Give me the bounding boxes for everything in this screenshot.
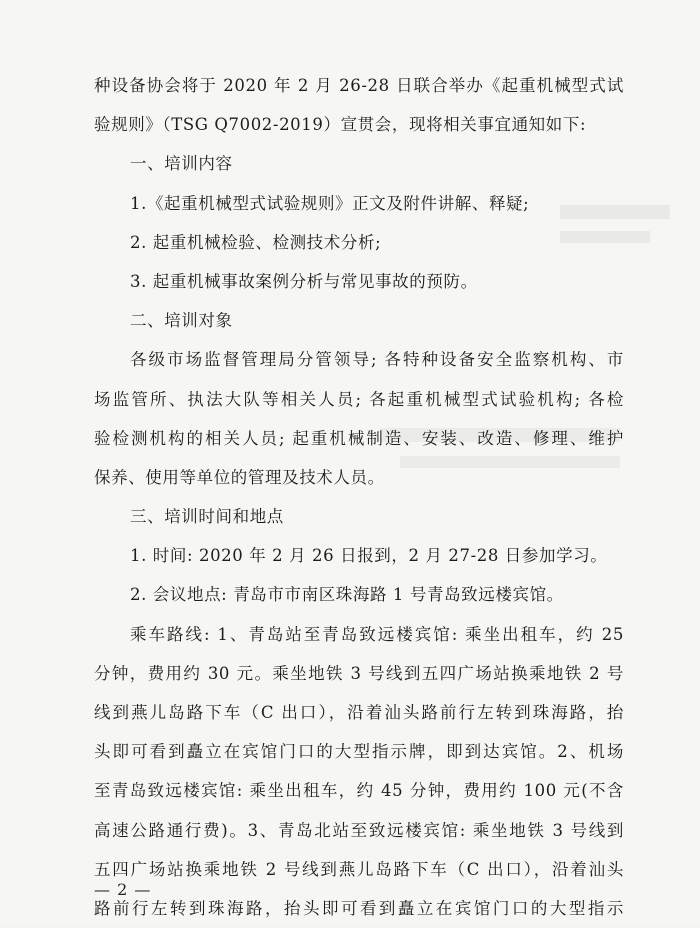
paragraph-line: 线到燕儿岛路下车（C 出口），沿着汕头路前行左转到珠海路，抬: [94, 703, 624, 722]
paragraph-line: 验规则》（TSG Q7002-2019）宣贯会，现将相关事宜通知如下:: [94, 115, 587, 135]
paragraph-line: 保养、使用等单位的管理及技术人员。: [94, 467, 385, 487]
paragraph-line: 场监管所、执法大队等相关人员; 各起重机械型式试验机构; 各检: [94, 389, 624, 409]
paragraph-line: 头即可看到矗立在宾馆门口的大型指示牌，即到达宾馆。2、机场: [94, 742, 624, 762]
paragraph-line: 种设备协会将于 2020 年 2 月 26-28 日联合举办《起重机械型式试: [94, 76, 624, 95]
section-heading: 三、培训时间和地点: [130, 507, 284, 527]
paragraph-line: 高速公路通行费)。3、青岛北站至致远楼宾馆: 乘坐地铁 3 号线到: [94, 820, 624, 840]
page-number: — 2 —: [94, 880, 152, 899]
list-item: 2. 会议地点: 青岛市市南区珠海路 1 号青岛致远楼宾馆。: [130, 585, 564, 605]
paragraph-line: 乘车路线: 1、青岛站至青岛致远楼宾馆: 乘坐出租车，约 25: [130, 624, 624, 644]
paragraph-line: 分钟，费用约 30 元。乘坐地铁 3 号线到五四广场站换乘地铁 2 号: [94, 663, 624, 683]
body-text: [94, 66, 624, 928]
list-item: 2. 起重机械检验、检测技术分析;: [130, 232, 382, 252]
paragraph-line: 至青岛致远楼宾馆: 乘坐出租车，约 45 分钟，费用约 100 元(不含: [94, 781, 624, 801]
paragraph-line: 路前行左转到珠海路，抬头即可看到矗立在宾馆门口的大型指示: [94, 898, 624, 918]
section-heading: 二、培训对象: [130, 311, 233, 331]
list-item: 1.《起重机械型式试验规则》正文及附件讲解、释疑;: [130, 193, 530, 213]
paragraph-line: 验检测机构的相关人员; 起重机械制造、安装、改造、修理、维护: [94, 428, 624, 448]
list-item: 3. 起重机械事故案例分析与常见事故的预防。: [130, 271, 478, 291]
paragraph-line: 五四广场站换乘地铁 2 号线到燕儿岛路下车（C 出口），沿着汕头: [94, 859, 624, 879]
section-heading: 一、培训内容: [130, 154, 233, 174]
paragraph-line: 各级市场监督管理局分管领导; 各特种设备安全监察机构、市: [130, 350, 624, 370]
list-item: 1. 时间: 2020 年 2 月 26 日报到，2 月 27-28 日参加学习。: [130, 546, 608, 566]
